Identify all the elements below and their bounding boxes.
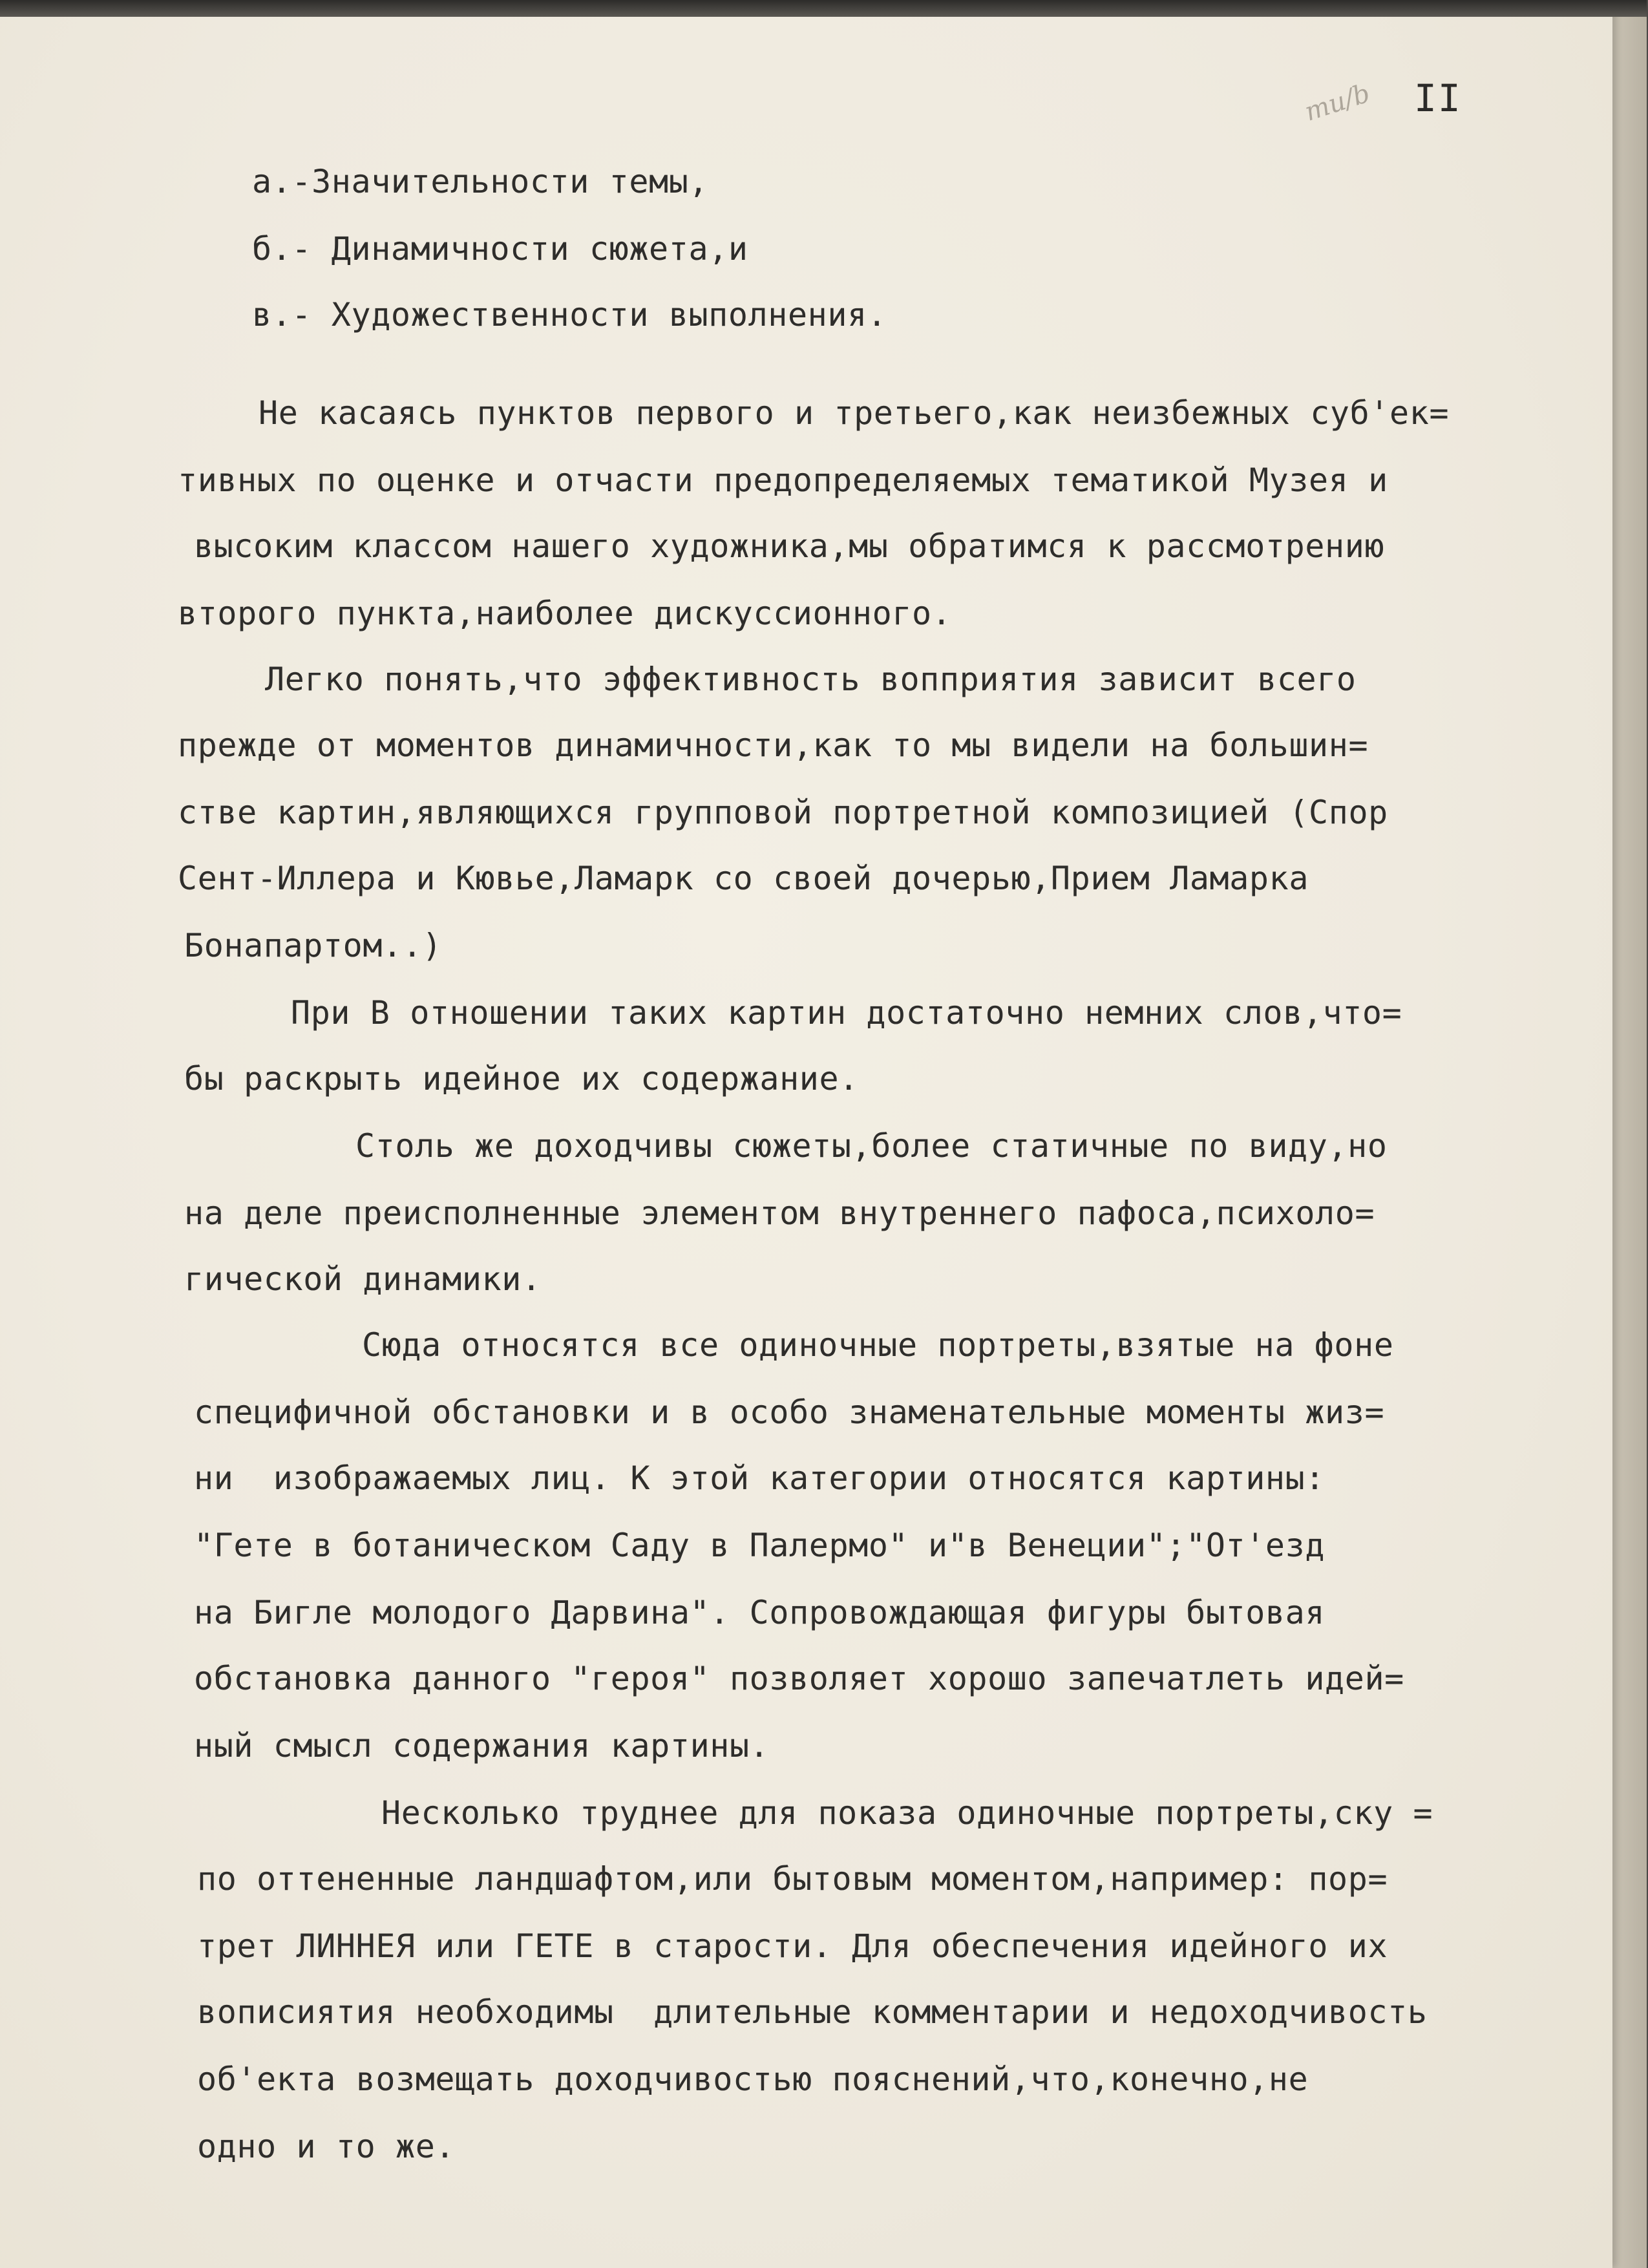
text-line: бы раскрыть идейное их содержание. bbox=[184, 1060, 859, 1097]
text-line: Столь же доходчивы сюжеты,более статичные по виду,но bbox=[355, 1127, 1388, 1165]
text-line: Сент-Иллера и Кювье,Ламарк со своей дочерью,Прием Ламарка bbox=[178, 860, 1309, 897]
text-line: Не касаясь пунктов первого и третьего,как неизбежных суб'ек= bbox=[259, 394, 1450, 432]
text-line: а.-Значительности темы, bbox=[252, 163, 709, 200]
text-line: второго пункта,наиболее дискуссионного. bbox=[178, 595, 952, 632]
pencil-annotation: mu/b bbox=[1301, 78, 1374, 127]
text-line: При В отношении таких картин достаточно немних слов,что= bbox=[291, 994, 1402, 1032]
text-line: ный смысл содержания картины. bbox=[194, 1727, 770, 1765]
text-line: трет ЛИННЕЯ или ГЕТЕ в старости. Для обеспечения идейного их bbox=[197, 1927, 1388, 1965]
text-line: специфичной обстановки и в особо знаменательные моменты жиз= bbox=[194, 1394, 1385, 1431]
text-line: об'екта возмещать доходчивостью пояснений,что,конечно,не bbox=[197, 2061, 1309, 2098]
text-line: в.- Художественности выполнения. bbox=[252, 296, 887, 334]
text-line: Легко понять,что эффективность вопприятия зависит всего bbox=[265, 661, 1357, 698]
text-line: обстановка данного "героя" позволяет хорошо запечатлеть идей= bbox=[194, 1660, 1404, 1697]
text-line: Бонапартом..) bbox=[184, 927, 443, 964]
text-line: прежде от моментов динамичности,как то мы видели на большин= bbox=[178, 726, 1369, 764]
text-line: на Бигле молодого Дарвина". Сопровождающая фигуры бытовая bbox=[194, 1594, 1326, 1631]
text-line: Несколько труднее для показа одиночные портреты,ску = bbox=[381, 1794, 1433, 1832]
text-line: вописиятия необходимы длительные комментарии и недоходчивость bbox=[197, 1993, 1428, 2031]
text-line: гической динамики. bbox=[184, 1260, 542, 1298]
text-line: Сюда относятся все одиночные портреты,взятые на фоне bbox=[362, 1326, 1394, 1364]
text-line: тивных по оценке и отчасти предопределяемых тематикой Музея и bbox=[178, 461, 1388, 499]
text-line: одно и то же. bbox=[197, 2128, 456, 2165]
text-line: б.- Динамичности сюжета,и bbox=[252, 230, 748, 268]
text-line: ни изображаемых лиц. К этой категории относятся картины: bbox=[194, 1459, 1326, 1497]
text-line: стве картин,являющихся групповой портретной композицией (Спор bbox=[178, 794, 1388, 831]
text-line: по оттененные ландшафтом,или бытовым моментом,например: пор= bbox=[197, 1860, 1388, 1898]
binding-edge bbox=[0, 0, 1647, 17]
text-line: высоким классом нашего художника,мы обратимся к рассмотрению bbox=[194, 527, 1385, 565]
page-number: II bbox=[1414, 76, 1462, 120]
text-line: на деле преисполненные элементом внутреннего пафоса,психоло= bbox=[184, 1194, 1375, 1232]
text-line: "Гете в ботаническом Саду в Палермо" и"в Венеции";"От'езд bbox=[194, 1527, 1326, 1564]
